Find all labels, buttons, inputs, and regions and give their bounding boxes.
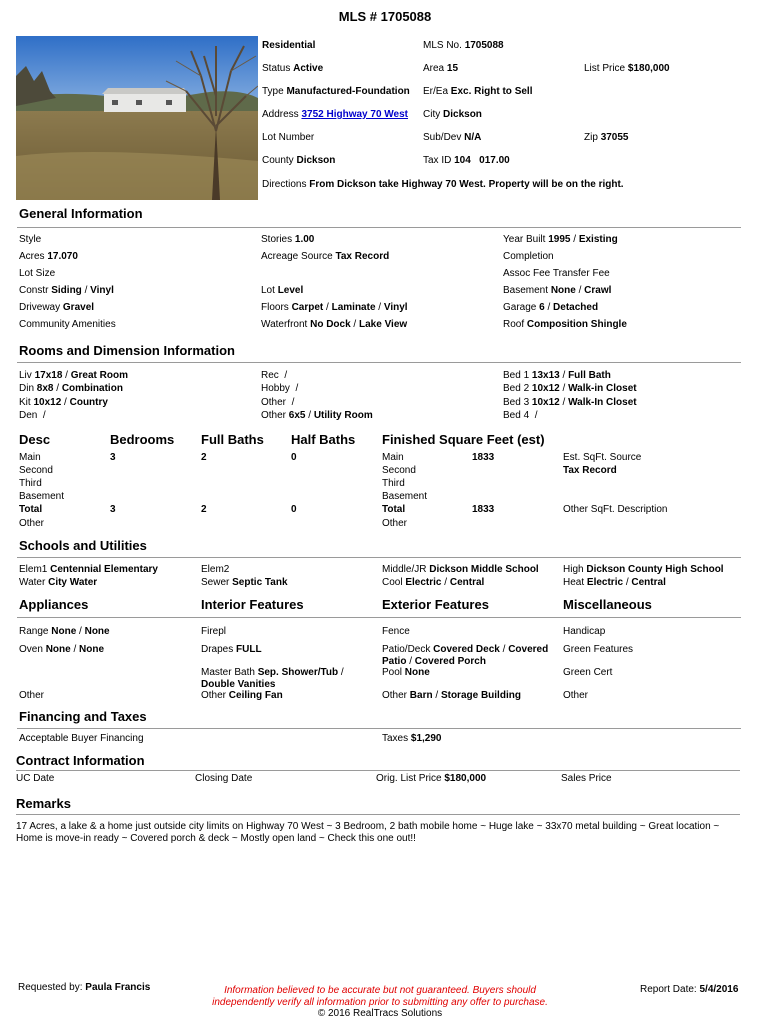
green-features: Green Features [563,644,634,655]
interior-features-heading: Interior Features [201,597,304,612]
room-bed1: Bed 1 13x13 / Full Bath [503,370,611,381]
interior-other: Other Ceiling Fan [201,690,283,701]
taxes: Taxes $1,290 [382,733,442,744]
room-liv: Liv 17x18 / Great Room [19,370,128,381]
disclaimer-line-2: independently verify all information prior to submitting any offer to purchase. [212,997,548,1008]
total-sqft: 1833 [472,504,495,515]
room-other: Other / [261,397,295,408]
high-school: High Dickson County High School [563,564,724,575]
mls-number: MLS No. 1705088 [423,40,504,51]
oven: Oven None / None [19,644,105,655]
water: Water City Water [19,577,98,588]
county: County Dickson [262,155,336,166]
room-kit: Kit 10x12 / Country [19,397,108,408]
col-finished-sqft: Finished Square Feet (est) [382,432,545,447]
room-other-utility: Other 6x5 / Utility Room [261,410,373,421]
patio-deck: Patio/Deck Covered Deck / Covered Patio / Covered Porch [382,644,549,667]
total-half-baths: 0 [291,504,297,515]
requested-by: Requested by: Paula Francis [18,982,151,993]
divider [17,557,741,558]
financing-heading: Financing and Taxes [19,709,147,724]
divider [17,617,741,618]
uc-date: UC Date [16,773,55,784]
address: Address 3752 Highway 70 West [262,109,409,120]
property-photo[interactable] [16,36,258,200]
directions: Directions From Dickson take Highway 70 West. Property will be on the right. [262,179,624,190]
cool: Cool Electric / Central [382,577,485,588]
remarks-heading: Remarks [16,796,71,811]
sqft-level-total: Total [382,504,406,515]
col-desc: Desc [19,432,51,447]
er-ea: Er/Ea Exc. Right to Sell [423,86,533,97]
lot: Lot Level [261,285,304,296]
sales-price: Sales Price [561,773,612,784]
rooms-heading: Rooms and Dimension Information [19,343,235,358]
divider [17,362,741,363]
contract-heading: Contract Information [16,753,145,768]
zip: Zip 37055 [584,132,629,143]
sqft-level-third: Third [382,478,405,489]
divider [17,227,741,228]
room-rec: Rec / [261,370,288,381]
heat: Heat Electric / Central [563,577,666,588]
col-half-baths: Half Baths [291,432,356,447]
level-total: Total [19,504,43,515]
master-bath: Master Bath Sep. Shower/Tub / Double Vanities [201,667,344,690]
main-full-baths: 2 [201,452,207,463]
property-photo-image [16,36,258,200]
general-heading: General Information [19,206,143,221]
exterior-other: Other Barn / Storage Building [382,690,521,701]
report-date: Report Date: 5/4/2016 [640,984,739,995]
address-link[interactable]: 3752 Highway 70 West [301,109,409,120]
room-hobby: Hobby / [261,383,299,394]
range: Range None / None [19,626,110,637]
property-subtype: Type Manufactured-Foundation [262,86,410,97]
floors: Floors Carpet / Laminate / Vinyl [261,302,408,313]
room-din: Din 8x8 / Combination [19,383,123,394]
assoc-fee: Assoc Fee Transfer Fee [503,268,610,279]
level-second: Second [19,465,53,476]
acceptable-buyer-financing: Acceptable Buyer Financing [19,733,144,744]
room-bed3: Bed 3 10x12 / Walk-In Closet [503,397,637,408]
acres: Acres 17.070 [19,251,78,262]
drapes: Drapes FULL [201,644,262,655]
room-bed4: Bed 4 / [503,410,538,421]
est-sqft-source-value: Tax Record [563,465,617,476]
divider [17,728,741,729]
misc-other: Other [563,690,589,701]
orig-list-price: Orig. List Price $180,000 [376,773,487,784]
pool: Pool None [382,667,430,678]
roof: Roof Composition Shingle [503,319,627,330]
total-full-baths: 2 [201,504,207,515]
miscellaneous-heading: Miscellaneous [563,597,652,612]
level-third: Third [19,478,42,489]
status: Status Active [262,63,324,74]
main-bedrooms: 3 [110,452,116,463]
col-full-baths: Full Baths [201,432,264,447]
lot-number: Lot Number [262,132,315,143]
completion: Completion [503,251,554,262]
area: Area 15 [423,63,459,74]
green-cert: Green Cert [563,667,613,678]
sqft-level-second: Second [382,465,416,476]
exterior-features-heading: Exterior Features [382,597,489,612]
elem1: Elem1 Centennial Elementary [19,564,158,575]
driveway: Driveway Gravel [19,302,95,313]
divider [16,770,740,771]
waterfront: Waterfront No Dock / Lake View [261,319,408,330]
remarks-line-2: Home is move-in ready ~ Covered porch & deck ~ Mostly open land ~ Check this one out!! [16,833,416,844]
col-bedrooms: Bedrooms [110,432,175,447]
est-sqft-source: Est. SqFt. Source [563,452,642,463]
elem2: Elem2 [201,564,230,575]
sqft-level-other: Other [382,518,408,529]
garage: Garage 6 / Detached [503,302,599,313]
appliance-other: Other [19,690,45,701]
main-half-baths: 0 [291,452,297,463]
handicap: Handicap [563,626,606,637]
style: Style [19,234,42,245]
sqft-level-basement: Basement [382,491,428,502]
basement: Basement None / Crawl [503,285,612,296]
sqft-level-main: Main [382,452,404,463]
room-bed2: Bed 2 10x12 / Walk-in Closet [503,383,637,394]
fireplace: Firepl [201,626,227,637]
acreage-source: Acreage Source Tax Record [261,251,390,262]
sewer: Sewer Septic Tank [201,577,288,588]
room-den: Den / [19,410,46,421]
middle-school: Middle/JR Dickson Middle School [382,564,539,575]
city: City Dickson [423,109,482,120]
year-built: Year Built 1995 / Existing [503,234,618,245]
closing-date: Closing Date [195,773,253,784]
list-price: List Price $180,000 [584,63,670,74]
property-type: Residential [262,40,316,51]
sub-dev: Sub/Dev N/A [423,132,482,143]
divider [16,814,740,815]
tax-id: Tax ID 104 017.00 [423,155,510,166]
level-main: Main [19,452,41,463]
schools-heading: Schools and Utilities [19,538,147,553]
fence: Fence [382,626,410,637]
total-bedrooms: 3 [110,504,116,515]
disclaimer-line-1: Information believed to be accurate but not guaranteed. Buyers should [224,985,536,996]
page-title: MLS # 1705088 [338,9,432,24]
community-amenities: Community Amenities [19,319,116,330]
lot-size: Lot Size [19,268,56,279]
construction: Constr Siding / Vinyl [19,285,114,296]
appliances-heading: Appliances [19,597,89,612]
level-other: Other [19,518,45,529]
main-sqft: 1833 [472,452,495,463]
copyright: © 2016 RealTracs Solutions [317,1008,443,1019]
remarks-line-1: 17 Acres, a lake & a home just outside city limits on Highway 70 West ~ 3 Bedroom, 2 bath mobile home ~ Huge lake ~ 33x70 metal building ~ Great location ~ [16,821,720,832]
other-sqft-description: Other SqFt. Description [563,504,668,515]
stories: Stories 1.00 [261,234,315,245]
level-basement: Basement [19,491,65,502]
